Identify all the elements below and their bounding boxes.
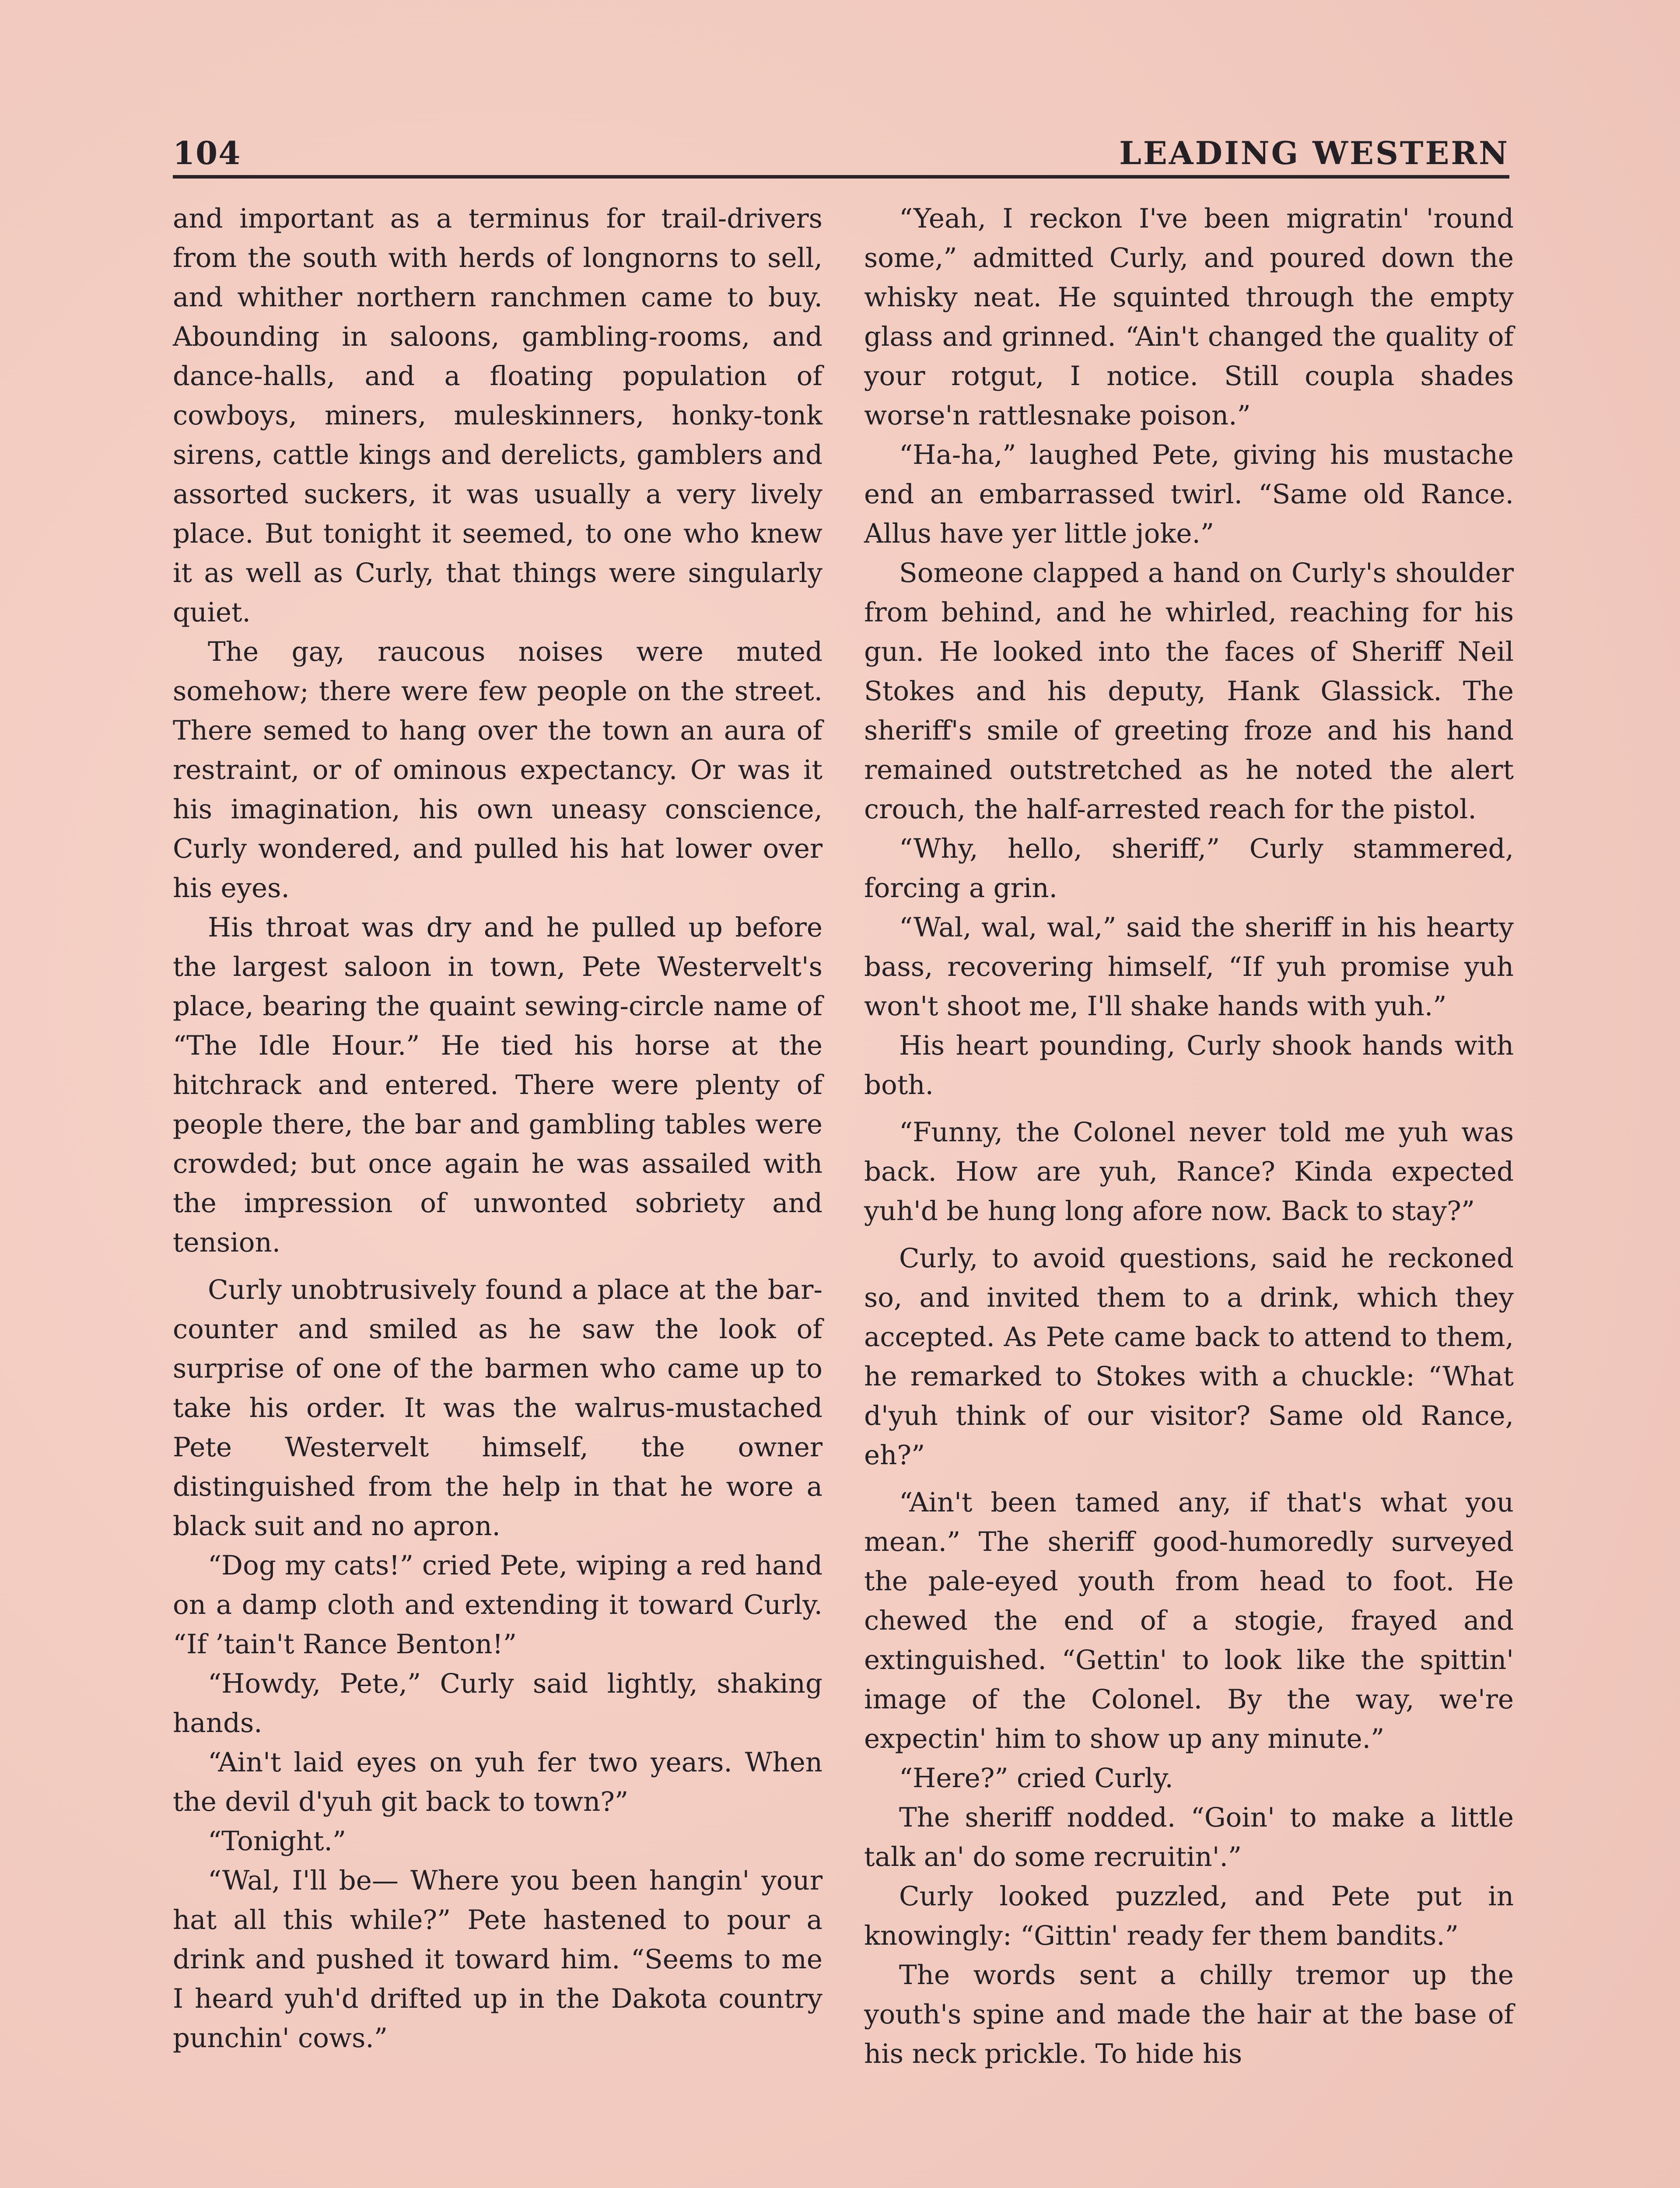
- paragraph: “Wal, I'll be— Where you been hangin' your hat all this while?” Pete hastened to pour a drink and pushed it toward him. “Seems to me I heard yuh'd drifted up in the Dakota country punchin' cows.”: [173, 1865, 822, 2054]
- paragraph: His throat was dry and he pulled up before the largest saloon in town, Pete Westervelt's place, bearing the quaint sewing-circle name of “The Idle Hour.” He tied his horse at the hitchrack and entered. There were plenty of people there, the bar and gambling tables were crowded; but once again he was assailed with the impression of unwonted sobriety and tension.: [173, 912, 822, 1258]
- paragraph: “Ain't been tamed any, if that's what you mean.” The sheriff good-humoredly surveyed the pale-eyed youth from head to foot. He chewed the end of a stogie, frayed and extinguished. “Gettin' to look like the spittin' image of the Colonel. By the way, we're expectin' him to show up any minute.”: [864, 1487, 1514, 1754]
- paragraph: “Why, hello, sheriff,” Curly stammered, forcing a grin.: [864, 833, 1514, 904]
- left-column: [173, 199, 822, 2188]
- running-title: LEADING WESTERN: [1119, 134, 1509, 172]
- paragraph: “Dog my cats!” cried Pete, wiping a red hand on a damp cloth and extending it toward Curly. “If ’tain't Rance Benton!”: [173, 1550, 822, 1660]
- paragraph: “Tonight.”: [208, 1826, 346, 1857]
- paragraph: The words sent a chilly tremor up the youth's spine and made the hair at the base of his neck prickle. To hide his: [864, 1960, 1514, 2069]
- paragraph: “Here?” cried Curly.: [899, 1763, 1173, 1794]
- paragraph: “Wal, wal, wal,” said the sheriff in his hearty bass, recovering himself, “If yuh promise yuh won't shoot me, I'll shake hands with yuh.”: [864, 912, 1514, 1022]
- paragraph: “Ain't laid eyes on yuh fer two years. When the devil d'yuh git back to town?”: [173, 1747, 822, 1817]
- right-column: [864, 199, 1514, 2188]
- paragraph: Curly unobtrusively found a place at the bar-counter and smiled as he saw the look of surprise of one of the barmen who came up to take his order. It was the walrus-mustached Pete Westervelt himself, the owner distinguished from the help in that he wore a black suit and no apron.: [173, 1274, 822, 1542]
- paragraph: “Howdy, Pete,” Curly said lightly, shaking hands.: [173, 1668, 822, 1739]
- paragraph: “Ha-ha,” laughed Pete, giving his mustache end an embarrassed twirl. “Same old Rance. Allus have yer little joke.”: [864, 439, 1514, 549]
- page-header: [173, 131, 1509, 175]
- paragraph: Curly looked puzzled, and Pete put in knowingly: “Gittin' ready fer them bandits.”: [864, 1881, 1514, 1951]
- paragraph: “Yeah, I reckon I've been migratin' 'round some,” admitted Curly, and poured down the whisky neat. He squinted through the empty glass and grinned. “Ain't changed the quality of your rotgut, I notice. Still coupla shades worse'n rattlesnake poison.”: [864, 203, 1514, 431]
- header-rule: [173, 175, 1509, 179]
- paragraph: “Funny, the Colonel never told me yuh was back. How are yuh, Rance? Kinda expected yuh'd be hung long afore now. Back to stay?”: [864, 1117, 1514, 1227]
- paragraph: The gay, raucous noises were muted somehow; there were few people on the street. There semed to hang over the town an aura of restraint, or of ominous expectancy. Or was it his imagination, his own uneasy conscience, Curly wondered, and pulled his hat lower over his eyes.: [173, 636, 822, 904]
- paragraph: Curly, to avoid questions, said he reckoned so, and invited them to a drink, which they accepted. As Pete came back to attend to them, he remarked to Stokes with a chuckle: “What d'yuh think of our visitor? Same old Rance, eh?”: [864, 1243, 1514, 1471]
- page-number: 104: [173, 134, 242, 172]
- paragraph: The sheriff nodded. “Goin' to make a little talk an' do some recruitin'.”: [864, 1802, 1514, 1872]
- paragraph: His heart pounding, Curly shook hands with both.: [864, 1030, 1514, 1101]
- paragraph: and important as a terminus for trail-drivers from the south with herds of longnorns to sell, and whither northern ranchmen came to buy. Abounding in saloons, gambling-rooms, and dance-halls, and a floating population of cowboys, miners, muleskinners, honky-tonk sirens, cattle kings and derelicts, gamblers and assorted suckers, it was usually a very lively place. But tonight it seemed, to one who knew it as well as Curly, that things were singularly quiet.: [173, 203, 822, 628]
- paragraph: Someone clapped a hand on Curly's shoulder from behind, and he whirled, reaching for his gun. He looked into the faces of Sheriff Neil Stokes and his deputy, Hank Glassick. The sheriff's smile of greeting froze and his hand remained outstretched as he noted the alert crouch, the half-arrested reach for the pistol.: [864, 558, 1514, 825]
